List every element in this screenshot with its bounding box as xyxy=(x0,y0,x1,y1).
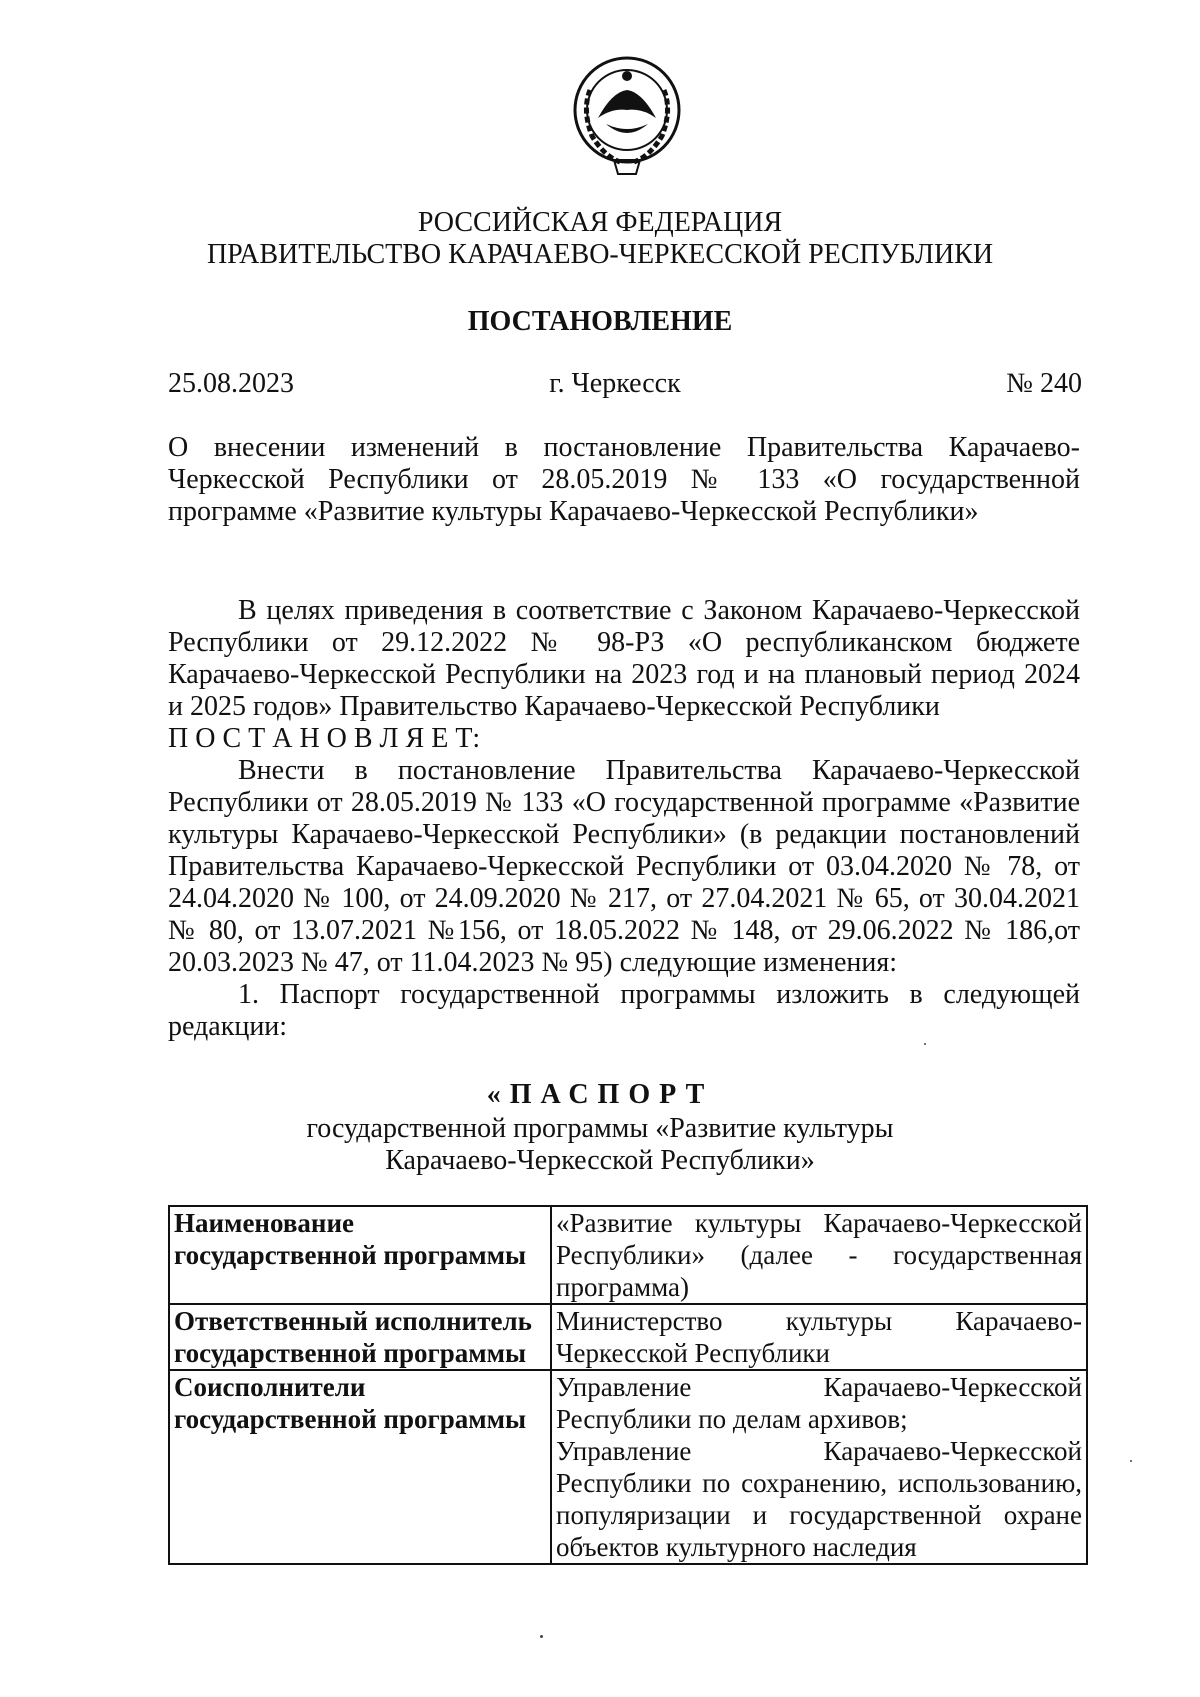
document-type: ПОСТАНОВЛЕНИЕ xyxy=(467,306,733,337)
row-value-line: Министерство культуры Карачаево-Черкесской Республики xyxy=(556,1306,1082,1368)
passport-table xyxy=(168,1205,1088,1565)
passport-title: «ПАСПОРТ xyxy=(486,1079,714,1110)
row-value-line: Управление Карачаево-Черкесской Республики по сохранению, использованию, популяризации и государственной охране объектов культурного наследия xyxy=(556,1436,1082,1562)
item-1-paragraph: 1. Паспорт государственной программы изложить в следующей редакции: xyxy=(168,979,1080,1042)
document-place: г. Черкесск xyxy=(549,368,681,399)
resolves-word: П О С Т А Н О В Л Я Е Т: xyxy=(168,723,481,754)
scan-speck xyxy=(924,1043,926,1045)
row-value-line: «Развитие культуры Карачаево-Черкесской Республики» (далее - государственная программа) xyxy=(556,1208,1082,1302)
row-label: Соисполнители государственной программы xyxy=(169,1370,551,1564)
preamble-paragraph: В целях приведения в соответствие с Законом Карачаево-Черкесской Республики от 29.12.2022 № 98-РЗ «О республиканском бюджете Карачаево-Черкесской Республики на 2023 год и на плановый период 2024 и 2025 годов» Правительство Карачаево-Черкесской Республики xyxy=(168,595,1080,722)
government-heading: ПРАВИТЕЛЬСТВО КАРАЧАЕВО-ЧЕРКЕССКОЙ РЕСПУБЛИКИ xyxy=(206,239,994,270)
table-row xyxy=(169,1370,1087,1564)
row-value xyxy=(551,1370,1087,1564)
amendment-paragraph: Внести в постановление Правительства Карачаево-Черкесской Республики от 28.05.2019 № 133 «О государственной программе «Развитие культуры Карачаево-Черкесской Республики» (в редакции постановлений Правительства Карачаево-Черкесской Республики от 03.04.2020 № 78, от 24.04.2020 № 100, от 24.09.2020 № 217, от 27.04.2021 № 65, от 30.04.2021 № 80, от 13.07.2021 №156, от 18.05.2022 № 148, от 29.06.2022 № 186,от 20.03.2023 № 47, от 11.04.2023 № 95) следующие изменения: xyxy=(168,755,1080,978)
row-label: Ответственный исполнитель государственной программы xyxy=(169,1304,551,1370)
row-value xyxy=(551,1206,1087,1304)
document-body xyxy=(168,595,1080,1043)
row-value-line: Управление Карачаево-Черкесской Республики по делам архивов; xyxy=(556,1372,1082,1434)
coat-of-arms-emblem xyxy=(568,52,686,180)
row-label: Наименование государственной программы xyxy=(169,1206,551,1304)
table-row xyxy=(169,1206,1087,1304)
row-value xyxy=(551,1304,1087,1370)
scan-speck xyxy=(540,1635,543,1638)
passport-subtitle-line2: Карачаево-Черкесской Республики» xyxy=(385,1145,815,1176)
scan-speck xyxy=(1130,1460,1132,1462)
document-number: № 240 xyxy=(1006,368,1082,399)
passport-subtitle-line1: государственной программы «Развитие культуры xyxy=(306,1113,894,1144)
document-date: 25.08.2023 xyxy=(168,368,294,399)
document-subject: О внесении изменений в постановление Правительства Карачаево-Черкесской Республики от 28.05.2019 № 133 «О государственной программе «Развитие культуры Карачаево-Черкесской Республики» xyxy=(168,432,1080,527)
table-row xyxy=(169,1304,1087,1370)
country-heading: РОССИЙСКАЯ ФЕДЕРАЦИЯ xyxy=(417,207,783,238)
